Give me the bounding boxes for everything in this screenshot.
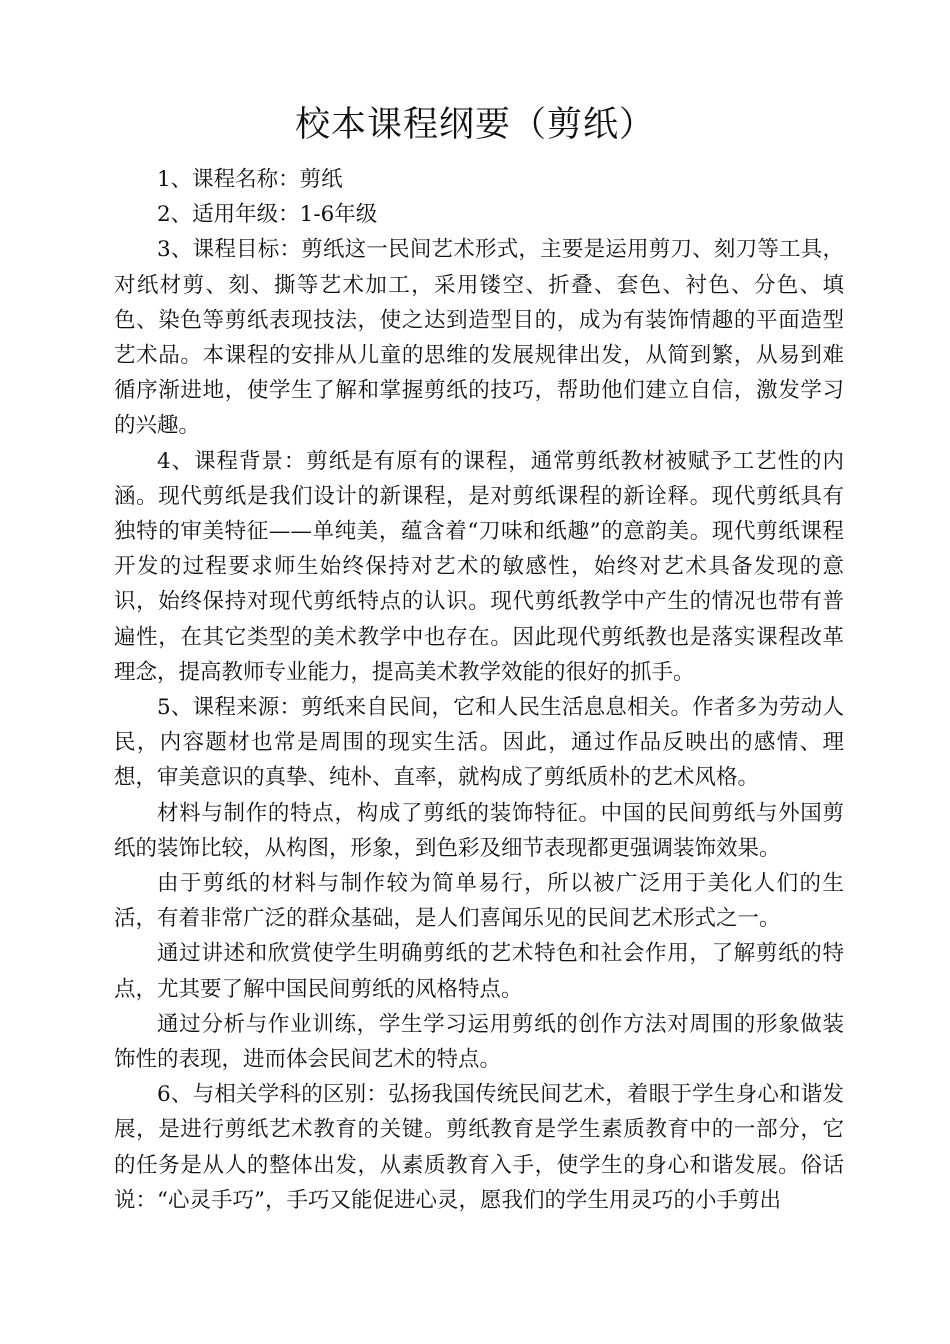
paragraph-course-goal: 3、课程目标：剪纸这一民间艺术形式，主要是运用剪刀、刻刀等工具，对纸材剪、刻、撕等艺术加工，采用镂空、折叠、套色、衬色、分色、填色、染色等剪纸表现技法，使之达到造型目的，成为有装饰情趣的平面造型艺术品。本课程的安排从儿童的思维的发展规律出发，从简到繁，从易到难循序渐进地，使学生了解和掌握剪纸的技巧，帮助他们建立自信，激发学习的兴趣。: [114, 237, 844, 439]
paragraph-course-source: 5、课程来源：剪纸来自民间，它和人民生活息息相关。作者多为劳动人民，内容题材也常是周围的现实生活。因此，通过作品反映出的感情、理想，审美意识的真挚、纯朴、直率，就构成了剪纸质朴的艺术风格。: [114, 695, 844, 791]
paragraph-popularity: 由于剪纸的材料与制作较为简单易行，所以被广泛用于美化人们的生活，有着非常广泛的群众基础，是人们喜闻乐见的民间艺术形式之一。: [114, 871, 844, 932]
paragraph-practice: 通过分析与作业训练，学生学习运用剪纸的创作方法对周围的形象做装饰性的表现，进而体会民间艺术的特点。: [114, 1011, 844, 1073]
paragraph-appreciation: 通过讲述和欣赏使学生明确剪纸的艺术特色和社会作用，了解剪纸的特点，尤其要了解中国民间剪纸的风格特点。: [114, 941, 844, 1002]
paragraph-material-features: 材料与制作的特点，构成了剪纸的装饰特征。中国的民间剪纸与外国剪纸的装饰比较，从构图，形象，到色彩及细节表现都更强调装饰效果。: [114, 800, 844, 861]
paragraph-course-name: 1、课程名称：剪纸: [157, 167, 343, 192]
paragraph-related-subjects: 6、与相关学科的区别：弘扬我国传统民间艺术，着眼于学生身心和谐发展，是进行剪纸艺术教育的关键。剪纸教育是学生素质教育中的一部分，它的任务是从人的整体出发，从素质教育入手，使学生的身心和谐发展。俗话说：“心灵手巧”，手巧又能促进心灵，愿我们的学生用灵巧的小手剪出: [114, 1082, 844, 1213]
document-title: 校本课程纲要（剪纸）: [294, 105, 655, 145]
paragraph-grade-level: 2、适用年级：1-6年级: [157, 202, 378, 228]
document-body: [114, 162, 844, 1218]
paragraph-course-background: 4、课程背景：剪纸是有原有的课程，通常剪纸教材被赋予工艺性的内涵。现代剪纸是我们设计的新课程，是对剪纸课程的新诠释。现代剪纸具有独特的审美特征——单纯美，蕴含着“刀味和纸趣”的意韵美。现代剪纸课程开发的过程要求师生始终保持对艺术的敏感性，始终对艺术具备发现的意识，始终保持对现代剪纸特点的认识。现代剪纸教学中产生的情况也带有普遍性，在其它类型的美术教学中也存在。因此现代剪纸教也是落实课程改革理念，提高教师专业能力，提高美术教学效能的很好的抓手。: [114, 448, 844, 685]
